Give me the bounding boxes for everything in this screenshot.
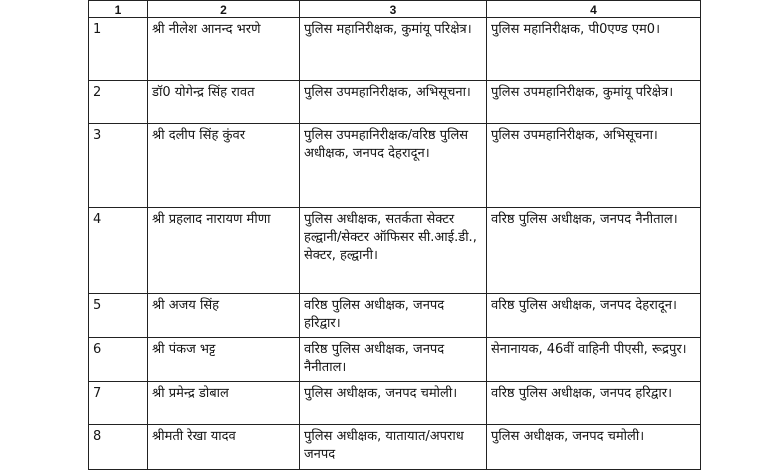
current-post: पुलिस अधीक्षक, सतर्कता सेक्टर हल्द्वानी/सेक्टर ऑफिसर सी.आई.डी., सेक्टर, हल्द्वानी। [300, 208, 487, 294]
table-body [89, 18, 701, 470]
table-row [89, 294, 701, 338]
new-post: पुलिस उपमहानिरीक्षक, अभिसूचना। [487, 124, 701, 208]
officer-name: श्री नीलेश आनन्द भरणे [148, 18, 300, 81]
current-post: पुलिस महानिरीक्षक, कुमांयू परिक्षेत्र। [300, 18, 487, 81]
header-row [89, 1, 701, 18]
table-row [89, 208, 701, 294]
table-row [89, 124, 701, 208]
header-col-4: 4 [487, 1, 701, 18]
current-post: पुलिस उपमहानिरीक्षक/वरिष्ठ पुलिस अधीक्षक, जनपद देहरादून। [300, 124, 487, 208]
new-post: पुलिस महानिरीक्षक, पी0एण्ड एम0। [487, 18, 701, 81]
new-post: वरिष्ठ पुलिस अधीक्षक, जनपद देहरादून। [487, 294, 701, 338]
officer-name: श्री पंकज भट्ट [148, 338, 300, 382]
new-post: वरिष्ठ पुलिस अधीक्षक, जनपद हरिद्वार। [487, 382, 701, 425]
serial-number: 5 [89, 294, 148, 338]
officer-name: श्री दलीप सिंह कुंवर [148, 124, 300, 208]
serial-number: 8 [89, 425, 148, 470]
current-post: पुलिस अधीक्षक, यातायात/अपराध जनपद [300, 425, 487, 470]
serial-number: 2 [89, 81, 148, 124]
table-row [89, 338, 701, 382]
table-row [89, 382, 701, 425]
transfer-table [88, 0, 701, 470]
current-post: पुलिस अधीक्षक, जनपद चमोली। [300, 382, 487, 425]
table-row [89, 81, 701, 124]
header-col-1: 1 [89, 1, 148, 18]
header-col-3: 3 [300, 1, 487, 18]
serial-number: 3 [89, 124, 148, 208]
officer-name: श्री प्रहलाद नारायण मीणा [148, 208, 300, 294]
serial-number: 1 [89, 18, 148, 81]
new-post: पुलिस अधीक्षक, जनपद चमोली। [487, 425, 701, 470]
new-post: पुलिस उपमहानिरीक्षक, कुमांयू परिक्षेत्र। [487, 81, 701, 124]
officer-name: डॉ0 योगेन्द्र सिंह रावत [148, 81, 300, 124]
current-post: वरिष्ठ पुलिस अधीक्षक, जनपद हरिद्वार। [300, 294, 487, 338]
table-row [89, 18, 701, 81]
table-row [89, 425, 701, 470]
table-header [89, 1, 701, 18]
new-post: वरिष्ठ पुलिस अधीक्षक, जनपद नैनीताल। [487, 208, 701, 294]
new-post: सेनानायक, 46वीं वाहिनी पीएसी, रूद्रपुर। [487, 338, 701, 382]
serial-number: 7 [89, 382, 148, 425]
current-post: वरिष्ठ पुलिस अधीक्षक, जनपद नैनीताल। [300, 338, 487, 382]
serial-number: 6 [89, 338, 148, 382]
current-post: पुलिस उपमहानिरीक्षक, अभिसूचना। [300, 81, 487, 124]
header-col-2: 2 [148, 1, 300, 18]
officer-name: श्री प्रमेन्द्र डोबाल [148, 382, 300, 425]
officer-name: श्रीमती रेखा यादव [148, 425, 300, 470]
officer-name: श्री अजय सिंह [148, 294, 300, 338]
serial-number: 4 [89, 208, 148, 294]
